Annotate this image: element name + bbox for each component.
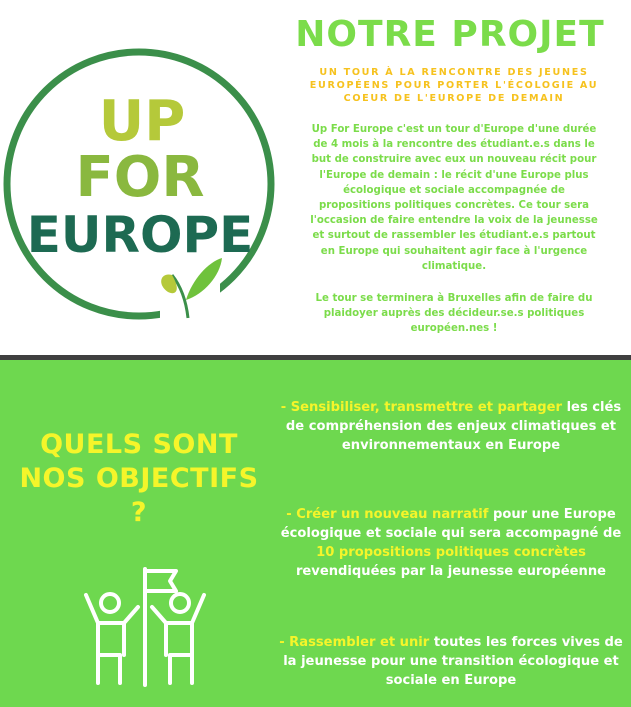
- project-description: Up For Europe c'est un tour d'Europe d'une durée de 4 mois à la rencontre des étudiant.e.s dans le but de construire avec eux un nouveau récit pour l'Europe de demain : le récit d'une Europe plus écologique et sociale accompagnée de propositions politiques concrètes. Ce tour sera l'occasion de faire entendre la voix de la jeunesse et surtout de rassembler les étudiant.e.s partout en Europe qui souhaitent agir face à l'urgence climatique.: [310, 124, 598, 272]
- logo-graphic: [0, 0, 280, 356]
- objective-text-secondary: revendiquées par la jeunesse européenne: [295, 564, 607, 579]
- objectives-title: QUELS SONT NOS OBJECTIFS ?: [19, 429, 259, 528]
- objective-item: [276, 505, 626, 581]
- project-title: NOTRE PROJET: [295, 14, 605, 55]
- objective-item: [276, 398, 626, 455]
- objective-highlight: - Créer un nouveau narratif: [286, 507, 489, 522]
- up-for-europe-logo: [0, 0, 280, 356]
- logo-word-europe: EUROPE: [26, 206, 254, 264]
- objective-text: les clés de compréhension des enjeux climatiques et environnementaux en Europe: [285, 400, 622, 453]
- objective-highlight: - Rassembler et unir: [279, 635, 430, 650]
- logo-word-for: FOR: [75, 145, 205, 210]
- objective-text: toutes les forces vives de la jeunesse pour une transition écologique et sociale en Europe: [283, 635, 623, 688]
- project-subtitle: UN TOUR À LA RENCONTRE DES JEUNES EUROPÉENS POUR PORTER L'ÉCOLOGIE AU COEUR DE L'EUROPE DE DEMAIN: [309, 67, 599, 104]
- objective-item: [276, 633, 626, 690]
- objective-highlight-secondary: 10 propositions politiques concrètes: [316, 545, 586, 560]
- project-conclusion: Le tour se terminera à Bruxelles afin de faire du plaidoyer auprès des décideur.se.s politiques européen.nes !: [315, 293, 593, 335]
- objective-highlight: - Sensibiliser, transmettre et partager: [280, 400, 563, 415]
- people-flag-icon: [80, 565, 210, 690]
- objective-text: pour une Europe écologique et sociale qui sera accompagné de: [280, 507, 622, 541]
- logo-word-up: UP: [98, 89, 186, 154]
